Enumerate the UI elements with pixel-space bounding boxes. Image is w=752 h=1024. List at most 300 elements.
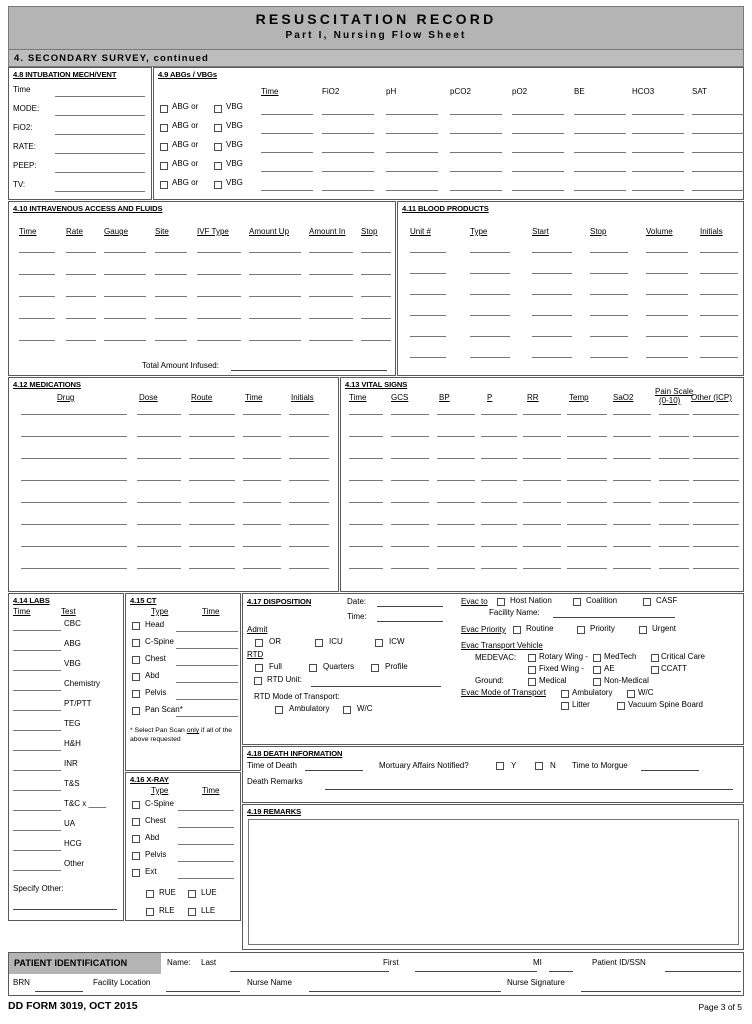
checkbox-vbg-0[interactable] (214, 105, 222, 113)
checkbox-fixed-wing[interactable] (528, 666, 536, 674)
labs-time-input-9[interactable] (13, 810, 61, 811)
abg-cell-1-0[interactable] (261, 133, 313, 134)
checkbox-ae[interactable] (593, 666, 601, 674)
death-remarks-input[interactable] (325, 789, 733, 790)
blood-cell-5-4[interactable] (646, 357, 688, 358)
iv-cell-4-5[interactable] (249, 340, 301, 341)
checkbox-vbg-3[interactable] (214, 162, 222, 170)
blood-cell-3-4[interactable] (646, 315, 688, 316)
vitals-cell-2-4[interactable] (523, 458, 561, 459)
med-cell-7-4[interactable] (289, 568, 329, 569)
blood-cell-2-4[interactable] (646, 294, 688, 295)
labs-time-input-8[interactable] (13, 790, 61, 791)
vitals-cell-0-7[interactable] (659, 414, 689, 415)
vitals-cell-0-3[interactable] (481, 414, 517, 415)
checkbox-xray-0[interactable] (132, 801, 140, 809)
blood-cell-3-1[interactable] (470, 315, 510, 316)
iv-cell-3-2[interactable] (104, 318, 146, 319)
checkbox-xray-1[interactable] (132, 818, 140, 826)
ct-time-input-0[interactable] (176, 631, 238, 632)
abg-cell-4-7[interactable] (692, 190, 744, 191)
checkbox-mortuary-no[interactable] (535, 762, 543, 770)
vitals-cell-3-7[interactable] (659, 480, 689, 481)
iv-cell-2-6[interactable] (309, 296, 353, 297)
med-cell-1-1[interactable] (137, 436, 181, 437)
abg-cell-2-1[interactable] (322, 152, 374, 153)
vitals-cell-0-8[interactable] (693, 414, 739, 415)
vitals-cell-7-0[interactable] (349, 568, 383, 569)
med-cell-4-3[interactable] (243, 502, 281, 503)
abg-cell-1-4[interactable] (512, 133, 564, 134)
iv-cell-4-7[interactable] (361, 340, 391, 341)
checkbox-abg-0[interactable] (160, 105, 168, 113)
abg-cell-2-6[interactable] (632, 152, 684, 153)
iv-cell-2-2[interactable] (104, 296, 146, 297)
checkbox-abg-2[interactable] (160, 143, 168, 151)
abg-cell-1-7[interactable] (692, 133, 744, 134)
vitals-cell-0-5[interactable] (567, 414, 607, 415)
checkbox-xray-4[interactable] (132, 869, 140, 877)
abg-cell-4-4[interactable] (512, 190, 564, 191)
checkbox-ext-rue[interactable] (146, 890, 154, 898)
blood-cell-3-3[interactable] (590, 315, 628, 316)
vitals-cell-7-7[interactable] (659, 568, 689, 569)
iv-cell-4-2[interactable] (104, 340, 146, 341)
iv-cell-0-4[interactable] (197, 252, 241, 253)
vitals-cell-5-7[interactable] (659, 524, 689, 525)
vitals-cell-2-6[interactable] (613, 458, 651, 459)
med-cell-7-1[interactable] (137, 568, 181, 569)
patient-id-ssn-input[interactable] (665, 971, 741, 972)
checkbox-evac-wc[interactable] (627, 690, 635, 698)
med-cell-3-0[interactable] (21, 480, 127, 481)
abg-cell-0-0[interactable] (261, 114, 313, 115)
nurse-name-input[interactable] (309, 991, 501, 992)
checkbox-rtd-profile[interactable] (371, 664, 379, 672)
abg-cell-1-6[interactable] (632, 133, 684, 134)
iv-cell-1-3[interactable] (155, 274, 187, 275)
blood-cell-2-0[interactable] (410, 294, 446, 295)
med-cell-5-4[interactable] (289, 524, 329, 525)
abg-cell-3-2[interactable] (386, 171, 438, 172)
checkbox-critical-care[interactable] (651, 654, 659, 662)
xray-time-input-3[interactable] (178, 861, 234, 862)
med-cell-0-1[interactable] (137, 414, 181, 415)
vitals-cell-2-1[interactable] (391, 458, 429, 459)
checkbox-ct-5[interactable] (132, 707, 140, 715)
abg-cell-1-5[interactable] (574, 133, 626, 134)
time-to-morgue-input[interactable] (641, 770, 699, 771)
blood-cell-2-3[interactable] (590, 294, 628, 295)
abg-cell-0-6[interactable] (632, 114, 684, 115)
labs-time-input-7[interactable] (13, 770, 61, 771)
blood-cell-0-0[interactable] (410, 252, 446, 253)
med-cell-3-4[interactable] (289, 480, 329, 481)
abg-cell-2-7[interactable] (692, 152, 744, 153)
blood-cell-1-2[interactable] (532, 273, 572, 274)
checkbox-ext-lue[interactable] (188, 890, 196, 898)
checkbox-xray-3[interactable] (132, 852, 140, 860)
vitals-cell-0-4[interactable] (523, 414, 561, 415)
vitals-cell-5-3[interactable] (481, 524, 517, 525)
iv-cell-1-5[interactable] (249, 274, 301, 275)
xray-time-input-1[interactable] (178, 827, 234, 828)
checkbox-rtd-unit[interactable] (254, 677, 262, 685)
iv-cell-2-7[interactable] (361, 296, 391, 297)
iv-cell-3-7[interactable] (361, 318, 391, 319)
abg-cell-2-4[interactable] (512, 152, 564, 153)
rtd-unit-input[interactable] (311, 686, 441, 687)
iv-cell-0-6[interactable] (309, 252, 353, 253)
ct-time-input-1[interactable] (176, 648, 238, 649)
iv-cell-2-0[interactable] (19, 296, 55, 297)
labs-time-input-12[interactable] (13, 870, 61, 871)
abg-cell-4-1[interactable] (322, 190, 374, 191)
blood-cell-1-5[interactable] (700, 273, 738, 274)
med-cell-0-4[interactable] (289, 414, 329, 415)
vitals-cell-0-0[interactable] (349, 414, 383, 415)
blood-cell-0-4[interactable] (646, 252, 688, 253)
vitals-cell-6-1[interactable] (391, 546, 429, 547)
vitals-cell-2-8[interactable] (693, 458, 739, 459)
vitals-cell-7-1[interactable] (391, 568, 429, 569)
med-cell-1-3[interactable] (243, 436, 281, 437)
first-name-input[interactable] (415, 971, 537, 972)
med-cell-4-0[interactable] (21, 502, 127, 503)
med-cell-4-4[interactable] (289, 502, 329, 503)
checkbox-vacuum-spine-board[interactable] (617, 702, 625, 710)
med-cell-1-4[interactable] (289, 436, 329, 437)
vitals-cell-3-5[interactable] (567, 480, 607, 481)
intubation-input-3[interactable] (55, 153, 145, 154)
iv-cell-3-5[interactable] (249, 318, 301, 319)
vitals-cell-4-8[interactable] (693, 502, 739, 503)
iv-cell-1-0[interactable] (19, 274, 55, 275)
med-cell-6-1[interactable] (137, 546, 181, 547)
med-cell-4-2[interactable] (189, 502, 235, 503)
labs-time-input-2[interactable] (13, 670, 61, 671)
checkbox-ext-rle[interactable] (146, 908, 154, 916)
vitals-cell-2-3[interactable] (481, 458, 517, 459)
blood-cell-2-1[interactable] (470, 294, 510, 295)
vitals-cell-4-4[interactable] (523, 502, 561, 503)
med-cell-5-3[interactable] (243, 524, 281, 525)
labs-time-input-1[interactable] (13, 650, 61, 651)
facility-name-input[interactable] (553, 617, 675, 618)
vitals-cell-0-6[interactable] (613, 414, 651, 415)
vitals-cell-3-4[interactable] (523, 480, 561, 481)
vitals-cell-2-7[interactable] (659, 458, 689, 459)
med-cell-6-2[interactable] (189, 546, 235, 547)
blood-cell-5-2[interactable] (532, 357, 572, 358)
facility-location-input[interactable] (166, 991, 240, 992)
abg-cell-4-0[interactable] (261, 190, 313, 191)
blood-cell-4-2[interactable] (532, 336, 572, 337)
checkbox-evac-litter[interactable] (561, 702, 569, 710)
med-cell-6-3[interactable] (243, 546, 281, 547)
abg-cell-3-4[interactable] (512, 171, 564, 172)
iv-cell-2-5[interactable] (249, 296, 301, 297)
iv-cell-2-3[interactable] (155, 296, 187, 297)
abg-cell-3-5[interactable] (574, 171, 626, 172)
iv-cell-1-4[interactable] (197, 274, 241, 275)
vitals-cell-6-0[interactable] (349, 546, 383, 547)
blood-cell-2-5[interactable] (700, 294, 738, 295)
iv-cell-1-7[interactable] (361, 274, 391, 275)
labs-time-input-5[interactable] (13, 730, 61, 731)
med-cell-7-0[interactable] (21, 568, 127, 569)
iv-cell-2-4[interactable] (197, 296, 241, 297)
iv-cell-1-2[interactable] (104, 274, 146, 275)
abg-cell-0-5[interactable] (574, 114, 626, 115)
abg-cell-0-1[interactable] (322, 114, 374, 115)
ct-time-input-3[interactable] (176, 682, 238, 683)
checkbox-admit-icu[interactable] (315, 639, 323, 647)
vitals-cell-6-6[interactable] (613, 546, 651, 547)
checkbox-vbg-4[interactable] (214, 181, 222, 189)
iv-cell-3-4[interactable] (197, 318, 241, 319)
med-cell-2-4[interactable] (289, 458, 329, 459)
vitals-cell-1-3[interactable] (481, 436, 517, 437)
checkbox-rtd-transport-0[interactable] (275, 706, 283, 714)
intubation-input-4[interactable] (55, 172, 145, 173)
checkbox-abg-1[interactable] (160, 124, 168, 132)
vitals-cell-2-0[interactable] (349, 458, 383, 459)
intubation-input-5[interactable] (55, 191, 145, 192)
vitals-cell-4-5[interactable] (567, 502, 607, 503)
iv-cell-0-7[interactable] (361, 252, 391, 253)
vitals-cell-6-8[interactable] (693, 546, 739, 547)
iv-cell-1-6[interactable] (309, 274, 353, 275)
vitals-cell-4-0[interactable] (349, 502, 383, 503)
vitals-cell-5-1[interactable] (391, 524, 429, 525)
vitals-cell-4-7[interactable] (659, 502, 689, 503)
remarks-textarea[interactable] (248, 819, 739, 945)
checkbox-ground-medical[interactable] (528, 678, 536, 686)
vitals-cell-4-1[interactable] (391, 502, 429, 503)
iv-cell-0-0[interactable] (19, 252, 55, 253)
checkbox-abg-4[interactable] (160, 181, 168, 189)
abg-cell-0-3[interactable] (450, 114, 502, 115)
med-cell-3-2[interactable] (189, 480, 235, 481)
checkbox-evac-to-2[interactable] (643, 598, 651, 606)
specify-other-input[interactable] (13, 909, 117, 910)
blood-cell-0-2[interactable] (532, 252, 572, 253)
abg-cell-4-5[interactable] (574, 190, 626, 191)
vitals-cell-6-3[interactable] (481, 546, 517, 547)
iv-cell-4-6[interactable] (309, 340, 353, 341)
vitals-cell-7-3[interactable] (481, 568, 517, 569)
abg-cell-3-3[interactable] (450, 171, 502, 172)
checkbox-abg-3[interactable] (160, 162, 168, 170)
vitals-cell-3-8[interactable] (693, 480, 739, 481)
abg-cell-3-0[interactable] (261, 171, 313, 172)
checkbox-ct-1[interactable] (132, 639, 140, 647)
vitals-cell-3-3[interactable] (481, 480, 517, 481)
vitals-cell-7-8[interactable] (693, 568, 739, 569)
iv-cell-4-4[interactable] (197, 340, 241, 341)
checkbox-evac-ambulatory[interactable] (561, 690, 569, 698)
iv-cell-1-1[interactable] (66, 274, 96, 275)
checkbox-ct-3[interactable] (132, 673, 140, 681)
vitals-cell-6-4[interactable] (523, 546, 561, 547)
vitals-cell-2-5[interactable] (567, 458, 607, 459)
vitals-cell-7-5[interactable] (567, 568, 607, 569)
labs-time-input-0[interactable] (13, 630, 61, 631)
checkbox-mortuary-yes[interactable] (496, 762, 504, 770)
ct-time-input-2[interactable] (176, 665, 238, 666)
labs-time-input-6[interactable] (13, 750, 61, 751)
vitals-cell-1-1[interactable] (391, 436, 429, 437)
total-amount-infused-input[interactable] (231, 370, 387, 371)
iv-cell-4-1[interactable] (66, 340, 96, 341)
abg-cell-4-6[interactable] (632, 190, 684, 191)
iv-cell-0-5[interactable] (249, 252, 301, 253)
checkbox-rtd-full[interactable] (255, 664, 263, 672)
iv-cell-3-6[interactable] (309, 318, 353, 319)
checkbox-admit-or[interactable] (255, 639, 263, 647)
checkbox-xray-2[interactable] (132, 835, 140, 843)
intubation-input-1[interactable] (55, 115, 145, 116)
abg-cell-3-7[interactable] (692, 171, 744, 172)
blood-cell-4-0[interactable] (410, 336, 446, 337)
blood-cell-2-2[interactable] (532, 294, 572, 295)
blood-cell-1-0[interactable] (410, 273, 446, 274)
vitals-cell-1-4[interactable] (523, 436, 561, 437)
checkbox-rtd-transport-1[interactable] (343, 706, 351, 714)
med-cell-3-3[interactable] (243, 480, 281, 481)
iv-cell-3-1[interactable] (66, 318, 96, 319)
vitals-cell-5-6[interactable] (613, 524, 651, 525)
blood-cell-0-1[interactable] (470, 252, 510, 253)
vitals-cell-3-0[interactable] (349, 480, 383, 481)
checkbox-evac-priority-routine[interactable] (513, 626, 521, 634)
blood-cell-0-5[interactable] (700, 252, 738, 253)
iv-cell-0-3[interactable] (155, 252, 187, 253)
last-name-input[interactable] (230, 971, 389, 972)
abg-cell-1-3[interactable] (450, 133, 502, 134)
vitals-cell-1-6[interactable] (613, 436, 651, 437)
mi-input[interactable] (549, 971, 573, 972)
vitals-cell-4-2[interactable] (437, 502, 475, 503)
med-cell-3-1[interactable] (137, 480, 181, 481)
iv-cell-4-0[interactable] (19, 340, 55, 341)
vitals-cell-3-1[interactable] (391, 480, 429, 481)
blood-cell-3-0[interactable] (410, 315, 446, 316)
checkbox-rotary-wing[interactable] (528, 654, 536, 662)
blood-cell-5-1[interactable] (470, 357, 510, 358)
checkbox-ext-lle[interactable] (188, 908, 196, 916)
abg-cell-4-3[interactable] (450, 190, 502, 191)
med-cell-2-0[interactable] (21, 458, 127, 459)
vitals-cell-4-6[interactable] (613, 502, 651, 503)
vitals-cell-1-7[interactable] (659, 436, 689, 437)
checkbox-ccatt[interactable] (651, 666, 659, 674)
med-cell-7-2[interactable] (189, 568, 235, 569)
blood-cell-4-3[interactable] (590, 336, 628, 337)
med-cell-5-1[interactable] (137, 524, 181, 525)
med-cell-2-2[interactable] (189, 458, 235, 459)
vitals-cell-4-3[interactable] (481, 502, 517, 503)
iv-cell-0-1[interactable] (66, 252, 96, 253)
vitals-cell-1-2[interactable] (437, 436, 475, 437)
vitals-cell-7-6[interactable] (613, 568, 651, 569)
checkbox-evac-to-1[interactable] (573, 598, 581, 606)
abg-cell-0-4[interactable] (512, 114, 564, 115)
checkbox-vbg-1[interactable] (214, 124, 222, 132)
vitals-cell-6-5[interactable] (567, 546, 607, 547)
checkbox-evac-priority-urgent[interactable] (639, 626, 647, 634)
abg-cell-3-1[interactable] (322, 171, 374, 172)
vitals-cell-5-0[interactable] (349, 524, 383, 525)
blood-cell-5-3[interactable] (590, 357, 628, 358)
med-cell-1-2[interactable] (189, 436, 235, 437)
blood-cell-0-3[interactable] (590, 252, 628, 253)
vitals-cell-7-4[interactable] (523, 568, 561, 569)
ct-time-input-5[interactable] (176, 716, 238, 717)
blood-cell-1-4[interactable] (646, 273, 688, 274)
intubation-input-0[interactable] (55, 96, 145, 97)
vitals-cell-1-8[interactable] (693, 436, 739, 437)
blood-cell-5-5[interactable] (700, 357, 738, 358)
blood-cell-1-3[interactable] (590, 273, 628, 274)
vitals-cell-6-7[interactable] (659, 546, 689, 547)
abg-cell-2-0[interactable] (261, 152, 313, 153)
vitals-cell-5-4[interactable] (523, 524, 561, 525)
brn-input[interactable] (35, 991, 83, 992)
checkbox-admit-icw[interactable] (375, 639, 383, 647)
abg-cell-1-2[interactable] (386, 133, 438, 134)
xray-time-input-2[interactable] (178, 844, 234, 845)
vitals-cell-5-5[interactable] (567, 524, 607, 525)
labs-time-input-4[interactable] (13, 710, 61, 711)
xray-time-input-0[interactable] (178, 810, 234, 811)
vitals-cell-5-2[interactable] (437, 524, 475, 525)
iv-cell-4-3[interactable] (155, 340, 187, 341)
abg-cell-2-3[interactable] (450, 152, 502, 153)
abg-cell-3-6[interactable] (632, 171, 684, 172)
checkbox-ct-2[interactable] (132, 656, 140, 664)
checkbox-rtd-quarters[interactable] (309, 664, 317, 672)
vitals-cell-6-2[interactable] (437, 546, 475, 547)
iv-cell-0-2[interactable] (104, 252, 146, 253)
xray-time-input-4[interactable] (178, 878, 234, 879)
med-cell-2-1[interactable] (137, 458, 181, 459)
med-cell-2-3[interactable] (243, 458, 281, 459)
abg-cell-0-2[interactable] (386, 114, 438, 115)
vitals-cell-7-2[interactable] (437, 568, 475, 569)
vitals-cell-2-2[interactable] (437, 458, 475, 459)
checkbox-evac-to-0[interactable] (497, 598, 505, 606)
med-cell-0-2[interactable] (189, 414, 235, 415)
med-cell-6-0[interactable] (21, 546, 127, 547)
blood-cell-3-5[interactable] (700, 315, 738, 316)
abg-cell-2-5[interactable] (574, 152, 626, 153)
blood-cell-4-5[interactable] (700, 336, 738, 337)
labs-time-input-3[interactable] (13, 690, 61, 691)
iv-cell-3-0[interactable] (19, 318, 55, 319)
intubation-input-2[interactable] (55, 134, 145, 135)
med-cell-5-0[interactable] (21, 524, 127, 525)
vitals-cell-1-0[interactable] (349, 436, 383, 437)
med-cell-0-3[interactable] (243, 414, 281, 415)
blood-cell-5-0[interactable] (410, 357, 446, 358)
checkbox-ct-0[interactable] (132, 622, 140, 630)
abg-cell-1-1[interactable] (322, 133, 374, 134)
abg-cell-4-2[interactable] (386, 190, 438, 191)
med-cell-1-0[interactable] (21, 436, 127, 437)
labs-time-input-10[interactable] (13, 830, 61, 831)
